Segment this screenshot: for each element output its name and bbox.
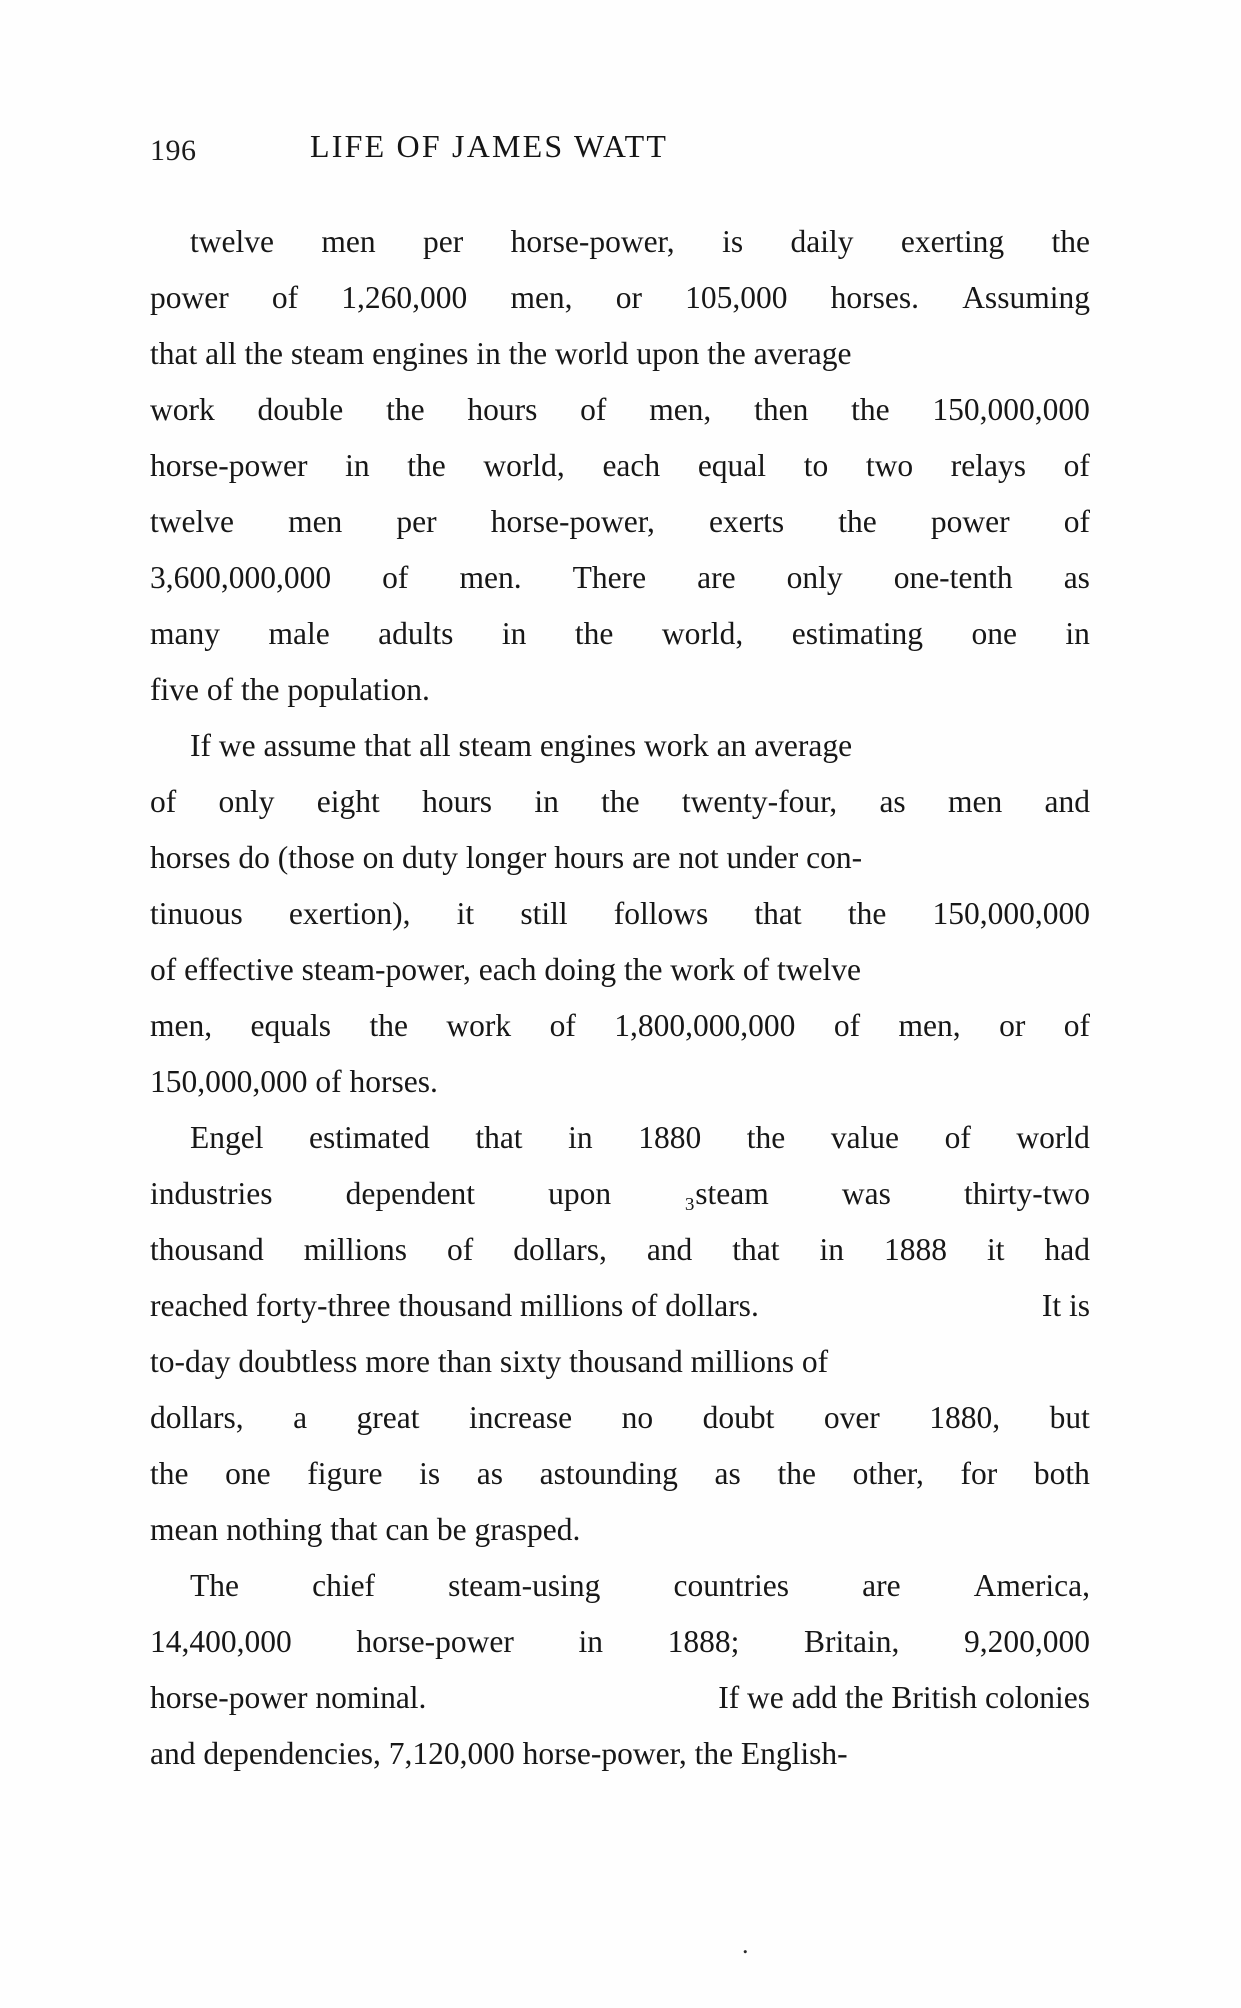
text-chunk: of <box>382 560 409 595</box>
text-chunk: work <box>446 1008 512 1043</box>
text-chunk: eight <box>316 784 380 819</box>
text-line: to-day doubtless more than sixty thousand millions of <box>150 1344 829 1379</box>
text-chunk: figure <box>307 1456 383 1491</box>
text-chunk: astounding <box>539 1456 678 1491</box>
text-chunk: estimating <box>791 616 923 651</box>
text-chunk: horse-power <box>356 1624 514 1659</box>
text-chunk: then <box>754 392 809 427</box>
text-chunk: 1880, <box>929 1400 1001 1435</box>
text-chunk: the <box>851 392 890 427</box>
text-chunk: of <box>580 392 607 427</box>
text-chunk: The <box>190 1568 239 1603</box>
text-chunk: power <box>930 504 1010 539</box>
text-chunk: in <box>345 448 370 483</box>
text-chunk: of <box>1063 448 1090 483</box>
text-chunk: is <box>419 1456 441 1491</box>
text-chunk: Britain, <box>803 1624 900 1659</box>
text-chunk: men <box>947 784 1003 819</box>
page-number: 196 <box>150 134 197 167</box>
text-chunk: thirty-two <box>963 1176 1090 1211</box>
text-chunk: men, <box>150 1008 213 1043</box>
text-line <box>150 1558 1090 1614</box>
text-chunk: thousand <box>150 1232 264 1267</box>
text-chunk: adults <box>378 616 454 651</box>
text-chunk: the <box>150 1456 189 1491</box>
text-chunk: upon <box>548 1176 612 1211</box>
text-line <box>150 774 1090 830</box>
text-chunk: equals <box>250 1008 332 1043</box>
text-chunk: two <box>865 448 914 483</box>
text-chunk: of <box>271 280 299 315</box>
text-chunk: the <box>838 504 877 539</box>
text-chunk: and <box>1044 784 1090 819</box>
text-chunk: and <box>646 1232 693 1267</box>
text-chunk: many <box>150 616 220 651</box>
text-chunk: one-tenth <box>893 560 1013 595</box>
text-chunk: great <box>356 1400 420 1435</box>
text-chunk: double <box>257 392 344 427</box>
page-header <box>150 128 870 174</box>
text-line <box>150 1166 1090 1222</box>
text-chunk: exertion), <box>288 896 411 931</box>
text-chunk: of <box>833 1008 861 1043</box>
text-chunk: per <box>422 224 464 259</box>
text-line <box>150 1110 1090 1166</box>
text-chunk: as <box>879 784 906 819</box>
text-chunk: follows <box>613 896 709 931</box>
text-chunk: the <box>574 616 614 651</box>
text-chunk: only <box>218 784 275 819</box>
text-chunk: are <box>697 560 736 595</box>
text-chunk: as <box>714 1456 741 1491</box>
text-chunk: the <box>407 448 446 483</box>
text-chunk: value <box>830 1120 900 1155</box>
text-chunk: 3,600,000,000 <box>150 560 332 595</box>
text-chunk: 1,260,000 <box>341 280 468 315</box>
text-chunk: it <box>456 896 475 931</box>
paragraph <box>150 718 1090 1110</box>
text-chunk: male <box>268 616 330 651</box>
text-chunk: of <box>549 1008 576 1043</box>
text-line <box>150 1278 1090 1334</box>
text-chunk: both <box>1033 1456 1090 1491</box>
text-chunk: chief <box>312 1568 376 1603</box>
text-chunk: men <box>321 224 376 259</box>
text-chunk: in <box>1065 616 1090 651</box>
text-chunk: in <box>568 1120 593 1155</box>
text-chunk: horse-power nominal. <box>150 1680 427 1715</box>
text-chunk: world, <box>661 616 744 651</box>
text-chunk: but <box>1049 1400 1090 1435</box>
text-chunk: the <box>386 392 425 427</box>
text-line: five of the population. <box>150 672 430 707</box>
text-chunk: 1888; <box>667 1624 740 1659</box>
text-chunk: men <box>288 504 343 539</box>
text-chunk: men, <box>510 280 573 315</box>
text-chunk: twelve <box>150 504 234 539</box>
text-chunk: each <box>602 448 661 483</box>
text-chunk: the <box>369 1008 408 1043</box>
text-line <box>150 1446 1090 1502</box>
text-chunk: men. <box>459 560 522 595</box>
text-chunk: dependent <box>345 1176 476 1211</box>
text-chunk: of <box>944 1120 971 1155</box>
text-chunk: doubt <box>702 1400 775 1435</box>
text-line: 150,000,000 of horses. <box>150 1064 438 1099</box>
text-chunk: 1880 <box>638 1120 702 1155</box>
text-line: that all the steam engines in the world upon the average <box>150 336 852 371</box>
text-chunk: dollars, <box>150 1400 244 1435</box>
text-chunk: that <box>732 1232 780 1267</box>
text-chunk: that <box>754 896 802 931</box>
text-line: horses do (those on duty longer hours are not under con- <box>150 840 863 875</box>
text-chunk: the <box>847 896 887 931</box>
text-line <box>150 886 1090 942</box>
text-chunk: horses. <box>830 280 920 315</box>
text-chunk: the <box>777 1456 816 1491</box>
text-line: If we assume that all steam engines work an average <box>190 728 853 763</box>
text-chunk: as <box>476 1456 504 1491</box>
text-chunk: Engel <box>190 1120 264 1155</box>
text-line <box>150 1390 1090 1446</box>
text-chunk: hours <box>422 784 493 819</box>
paragraph <box>150 1110 1090 1558</box>
text-chunk: reached forty-three thousand millions of dollars. <box>150 1288 759 1323</box>
text-chunk: one <box>225 1456 271 1491</box>
text-chunk: of <box>150 784 177 819</box>
text-chunk: If we add the British colonies <box>718 1680 1090 1715</box>
text-chunk: America, <box>973 1568 1090 1603</box>
text-line <box>150 1614 1090 1670</box>
text-chunk: equal <box>697 448 767 483</box>
text-chunk: still <box>520 896 568 931</box>
text-chunk: in <box>501 616 527 651</box>
text-chunk: had <box>1044 1232 1090 1267</box>
text-chunk: horse-power, <box>490 504 655 539</box>
text-chunk: no <box>621 1400 654 1435</box>
text-chunk: It is <box>1041 1288 1090 1323</box>
text-chunk: in <box>819 1232 845 1267</box>
text-chunk: work <box>150 392 215 427</box>
text-chunk: 105,000 <box>685 280 788 315</box>
text-chunk: or <box>615 280 642 315</box>
text-line <box>150 1670 1090 1726</box>
paragraph <box>150 214 1090 718</box>
text-chunk: only <box>786 560 843 595</box>
text-chunk: a <box>293 1400 308 1435</box>
text-line <box>150 214 1090 270</box>
text-line: of effective steam-power, each doing the work of twelve <box>150 952 861 987</box>
text-chunk: millions <box>303 1232 408 1267</box>
text-chunk: estimated <box>309 1120 430 1155</box>
text-chunk: world <box>1016 1120 1090 1155</box>
text-line <box>150 494 1090 550</box>
text-line <box>150 998 1090 1054</box>
text-line: and dependencies, 7,120,000 horse-power, the English- <box>150 1736 848 1771</box>
text-chunk: the <box>601 784 640 819</box>
text-line <box>150 438 1090 494</box>
text-line <box>150 606 1090 662</box>
text-chunk: men, <box>898 1008 961 1043</box>
text-chunk: exerting <box>900 224 1005 259</box>
footer-mark: . <box>742 1930 749 1959</box>
text-chunk: horse-power <box>150 448 308 483</box>
text-chunk: 150,000,000 <box>932 392 1090 427</box>
text-chunk: in <box>534 784 559 819</box>
text-chunk: increase <box>468 1400 573 1435</box>
text-chunk: of <box>447 1232 474 1267</box>
text-chunk: of <box>1063 504 1090 539</box>
text-line <box>150 550 1090 606</box>
paragraph <box>150 1558 1090 1782</box>
text-chunk: the <box>1051 224 1090 259</box>
text-chunk: tinuous <box>150 896 243 931</box>
text-chunk: relays <box>950 448 1026 483</box>
text-chunk: 1,800,000,000 <box>614 1008 796 1043</box>
text-chunk: ₃steam <box>684 1176 769 1211</box>
text-chunk: it <box>987 1232 1005 1267</box>
text-line <box>150 1222 1090 1278</box>
text-chunk: was <box>841 1176 891 1211</box>
text-chunk: twenty-four, <box>681 784 838 819</box>
text-chunk: in <box>578 1624 603 1659</box>
text-chunk: are <box>862 1568 901 1603</box>
text-chunk: the <box>746 1120 786 1155</box>
text-chunk: steam-using <box>448 1568 601 1603</box>
body-text <box>150 214 1090 1782</box>
running-head: LIFE OF JAMES WATT <box>310 128 669 164</box>
text-chunk: per <box>396 504 437 539</box>
text-line <box>150 270 1090 326</box>
text-chunk: exerts <box>708 504 785 539</box>
text-chunk: industries <box>150 1176 273 1211</box>
text-chunk: is <box>722 224 744 259</box>
text-chunk: world, <box>483 448 565 483</box>
text-chunk: countries <box>673 1568 789 1603</box>
text-chunk: 9,200,000 <box>963 1624 1090 1659</box>
text-chunk: that <box>475 1120 523 1155</box>
text-chunk: other, <box>852 1456 924 1491</box>
text-chunk: daily <box>790 224 854 259</box>
text-chunk: There <box>572 560 647 595</box>
text-line <box>150 382 1090 438</box>
text-chunk: 150,000,000 <box>932 896 1090 931</box>
text-chunk: power <box>150 280 229 315</box>
text-chunk: over <box>823 1400 880 1435</box>
text-chunk: hours <box>467 392 538 427</box>
text-chunk: men, <box>649 392 712 427</box>
text-chunk: dollars, <box>513 1232 607 1267</box>
text-chunk: of <box>1063 1008 1090 1043</box>
text-chunk: as <box>1063 560 1090 595</box>
text-chunk: or <box>999 1008 1026 1043</box>
text-chunk: twelve <box>190 224 274 259</box>
text-chunk: horse-power, <box>510 224 675 259</box>
text-chunk: for <box>960 1456 998 1491</box>
text-chunk: 14,400,000 <box>150 1624 292 1659</box>
text-line: mean nothing that can be grasped. <box>150 1512 581 1547</box>
text-chunk: to <box>803 448 829 483</box>
text-chunk: Assuming <box>962 280 1090 315</box>
text-chunk: 1888 <box>884 1232 948 1267</box>
text-chunk: one <box>971 616 1017 651</box>
